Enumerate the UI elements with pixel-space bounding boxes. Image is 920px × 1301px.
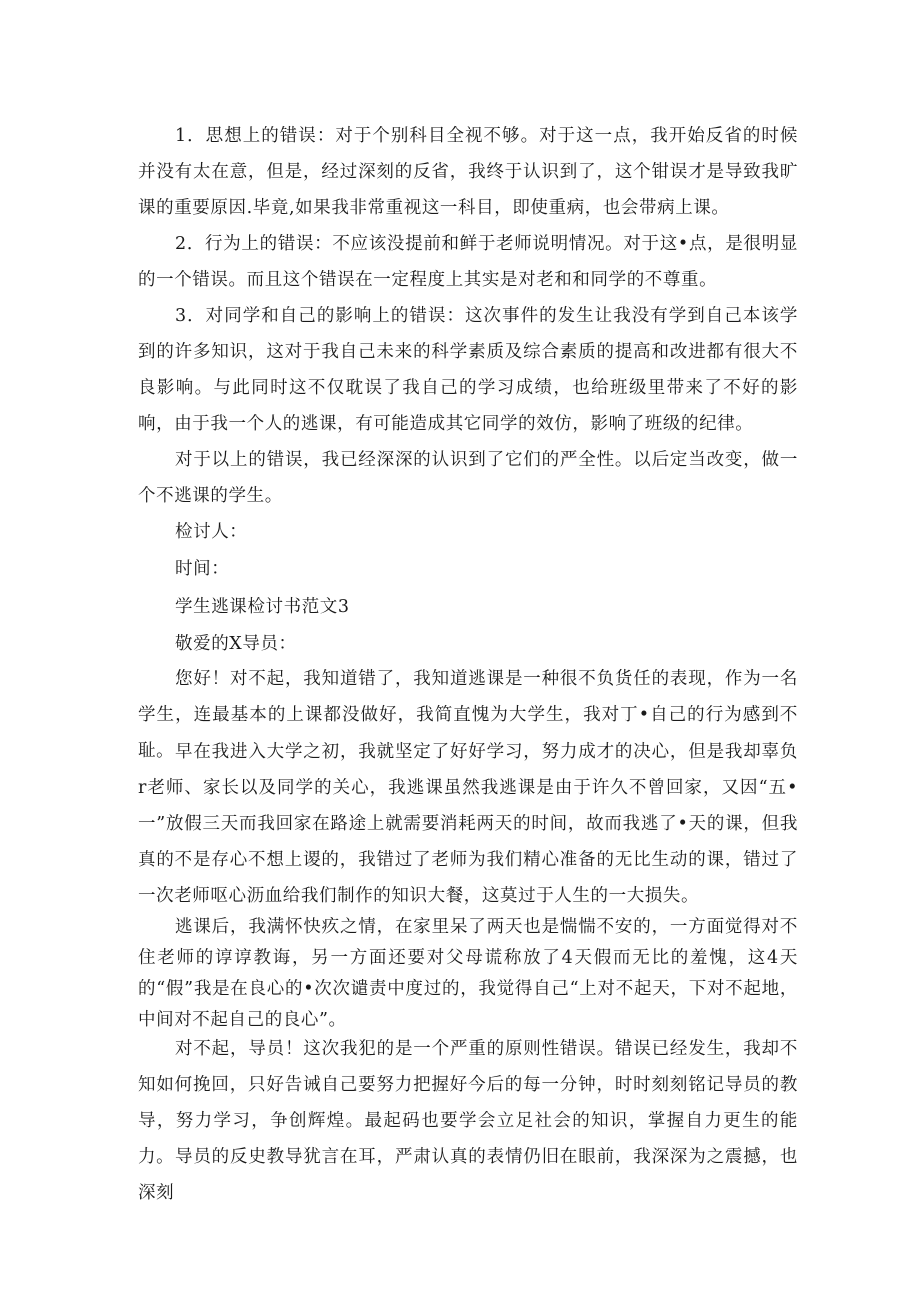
- paragraph-error-behavior: 2．行为上的错误：不应该没提前和鲜于老师说明情况。对于这•点，是很明显的一个错误。而且这个错误在一定程度上其实是对老和和同学的不尊重。: [138, 234, 798, 290]
- signature-time: 时间：: [175, 559, 230, 579]
- paragraph-error-thinking: 1．思想上的错误：对于个别科目全视不够。对于这一点，我开始反省的时候并没有太在意，但是，经过深刻的反省，我终于认识到了，这个钳误才是导致我旷课的重要原因.毕竟,如果我非常重视这一科目，即使重病，也会带病上课。: [138, 126, 798, 218]
- letter-paragraph-apology: 您好！对不起，我知道错了，我知道逃课是一种很不负货任的表现，作为一名学生，连最基本的上课都没做好，我简直愧为大学生，我对丁•自己的行为感到不耻。: [138, 669, 798, 761]
- letter-paragraph-regret: 逃课后，我满怀快疚之情，在家里呆了两天也是惴惴不安的，一方面觉得对不住老师的谆谆教诲，另一方面还要对父母谎称放了4天假而无比的羞愧，这4天的“假”我是在良心的•次次谴责中度过的，我觉得自己“上对不起天，下对不起地，中间对不起自己的良心”。: [138, 917, 798, 1030]
- signature-reviewer: 检讨人：: [175, 522, 248, 542]
- section-title: 学生逃课检讨书范文3: [175, 597, 350, 617]
- letter-paragraph-background: 早在我进入大学之初，我就坚定了好好学习，努力成才的决心，但是我却辜负r老师、家长以及同学的关心，我逃课虽然我逃课是由于许久不曾回家，又因“五•一”放假三天而我回家在路途上就需要消耗两天的时间，故而我逃了•天的课，但我真的不是存心不想上谡的，我错过了老师为我们精心准备的无比生动的课，错过了一次老师呕心沥血给我们制作的知识大餐，这莫过于人生的一大损失。: [138, 742, 798, 906]
- paragraph-error-influence: 3．对同学和自己的影响上的错误：这次事件的发生让我没有学到自己本该学到的许多知识，这对于我自己未来的科学素质及综合素质的提高和改进都有很大不良影响。与此同时这不仅耽误了我自己的学习成绩，也给班级里带来了不好的影响，由于我一个人的逃课，有可能造成其它同学的效仿，影响了班级的纪律。: [138, 306, 798, 434]
- letter-paragraph-promise: 对不起，导员！这次我犯的是一个严重的原则性错误。错误已经发生，我却不知如何挽回，只好告诫自己要努力把握好今后的每一分钟，时时刻刻铭记导员的教导，努力学习，争创辉煌。最起码也要学会立足社会的知识，掌握自力更生的能力。: [138, 1039, 798, 1167]
- letter-paragraph-closing: 导员的反史教导犹言在耳，严肃认真的表情仍旧在眼前，我深深为之震撼，也深刻: [138, 1147, 798, 1203]
- salutation: 敬爱的X导员：: [175, 634, 297, 654]
- paragraph-conclusion: 对于以上的错误，我已经深深的认识到了它们的严全性。以后定当改变，做一个不逃课的学生。: [138, 450, 798, 506]
